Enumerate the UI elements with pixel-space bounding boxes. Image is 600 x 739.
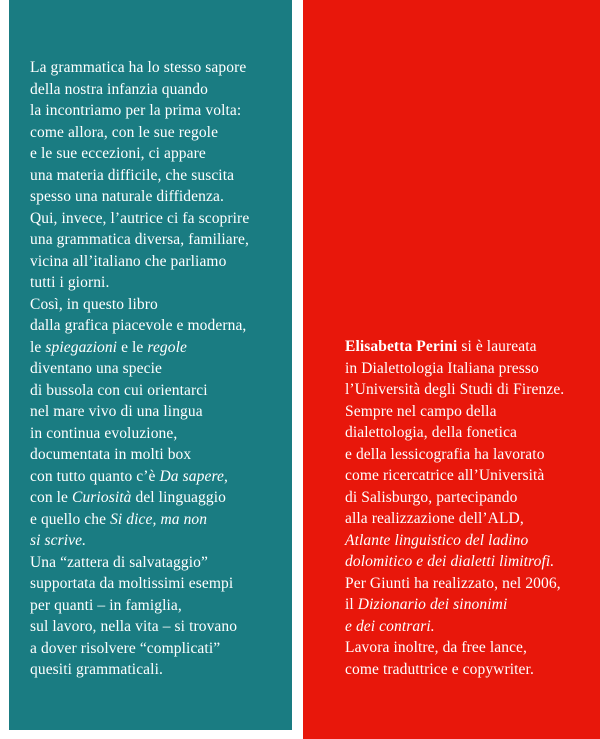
text-line: Elisabetta Perini si è laureata [345, 338, 537, 355]
blurb-text-block [30, 57, 249, 681]
text-line: la incontriamo per la prima volta: [30, 102, 242, 119]
text-line: l’Università degli Studi di Firenze. [345, 381, 565, 398]
text-line: sul lavoro, nella vita – si trovano [30, 618, 238, 635]
text-line: una materia difficile, che suscita [30, 166, 235, 184]
right-panel [303, 0, 600, 739]
text-line: tutti i giorni. [30, 274, 110, 291]
text-line: a dover risolvere “complicati” [30, 639, 221, 657]
text-line: diventano una specie [30, 360, 162, 377]
text-line: La grammatica ha lo stesso sapore [30, 59, 247, 76]
text-line: come ricercatrice all’Università [345, 467, 545, 484]
text-line: in continua evoluzione, [30, 424, 178, 442]
text-line: il Dizionario dei sinonimi [345, 596, 508, 613]
text-line: e le sue eccezioni, ci appare [30, 145, 206, 162]
text-line: Sempre nel campo della [345, 402, 497, 420]
text-line: Lavora inoltre, da free lance, [345, 639, 528, 656]
text-line: si scrive. [30, 532, 87, 549]
text-line: Atlante linguistico del ladino [345, 531, 529, 549]
text-line: dialettologia, della fonetica [345, 424, 518, 441]
text-line: alla realizzazione dell’ALD, [345, 510, 524, 527]
text-line: come allora, con le sue regole [30, 123, 219, 141]
text-line: con le Curiosità del linguaggio [30, 489, 226, 506]
text-line: Così, in questo libro [30, 295, 158, 313]
text-line: una grammatica diversa, familiare, [30, 231, 250, 248]
author-bio-block [345, 336, 564, 680]
text-line: di bussola con cui orientarci [30, 381, 208, 399]
text-line: e dei contrari. [345, 617, 435, 635]
text-line: vicina all’italiano che parliamo [30, 252, 227, 270]
text-line: in Dialettologia Italiana presso [345, 359, 539, 377]
text-line: supportata da moltissimi esempi [30, 575, 234, 592]
text-line: documentata in molti box [30, 446, 192, 463]
text-line: dolomitico e dei dialetti limitrofi. [345, 553, 555, 570]
text-line: per quanti – in famiglia, [30, 596, 182, 614]
text-line: Qui, invece, l’autrice ci fa scoprire [30, 209, 250, 227]
text-line: con tutto quanto c’è Da sapere, [30, 467, 228, 485]
text-line: le spiegazioni e le regole [30, 338, 188, 356]
text-line: e della lessicografia ha lavorato [345, 445, 545, 463]
text-line: nel mare vivo di una lingua [30, 403, 203, 420]
text-line: della nostra infanzia quando [30, 80, 208, 98]
text-line: come traduttrice e copywriter. [345, 660, 534, 678]
text-line: Per Giunti ha realizzato, nel 2006, [345, 574, 561, 592]
text-line: di Salisburgo, partecipando [345, 488, 518, 506]
text-line: Una “zattera di salvataggio” [30, 553, 208, 571]
text-line: quesiti grammaticali. [30, 661, 163, 678]
text-line: spesso una naturale diffidenza. [30, 188, 224, 205]
text-line: e quello che Si dice, ma non [30, 510, 208, 528]
left-panel [9, 0, 292, 730]
text-line: dalla grafica piacevole e moderna, [30, 317, 247, 334]
